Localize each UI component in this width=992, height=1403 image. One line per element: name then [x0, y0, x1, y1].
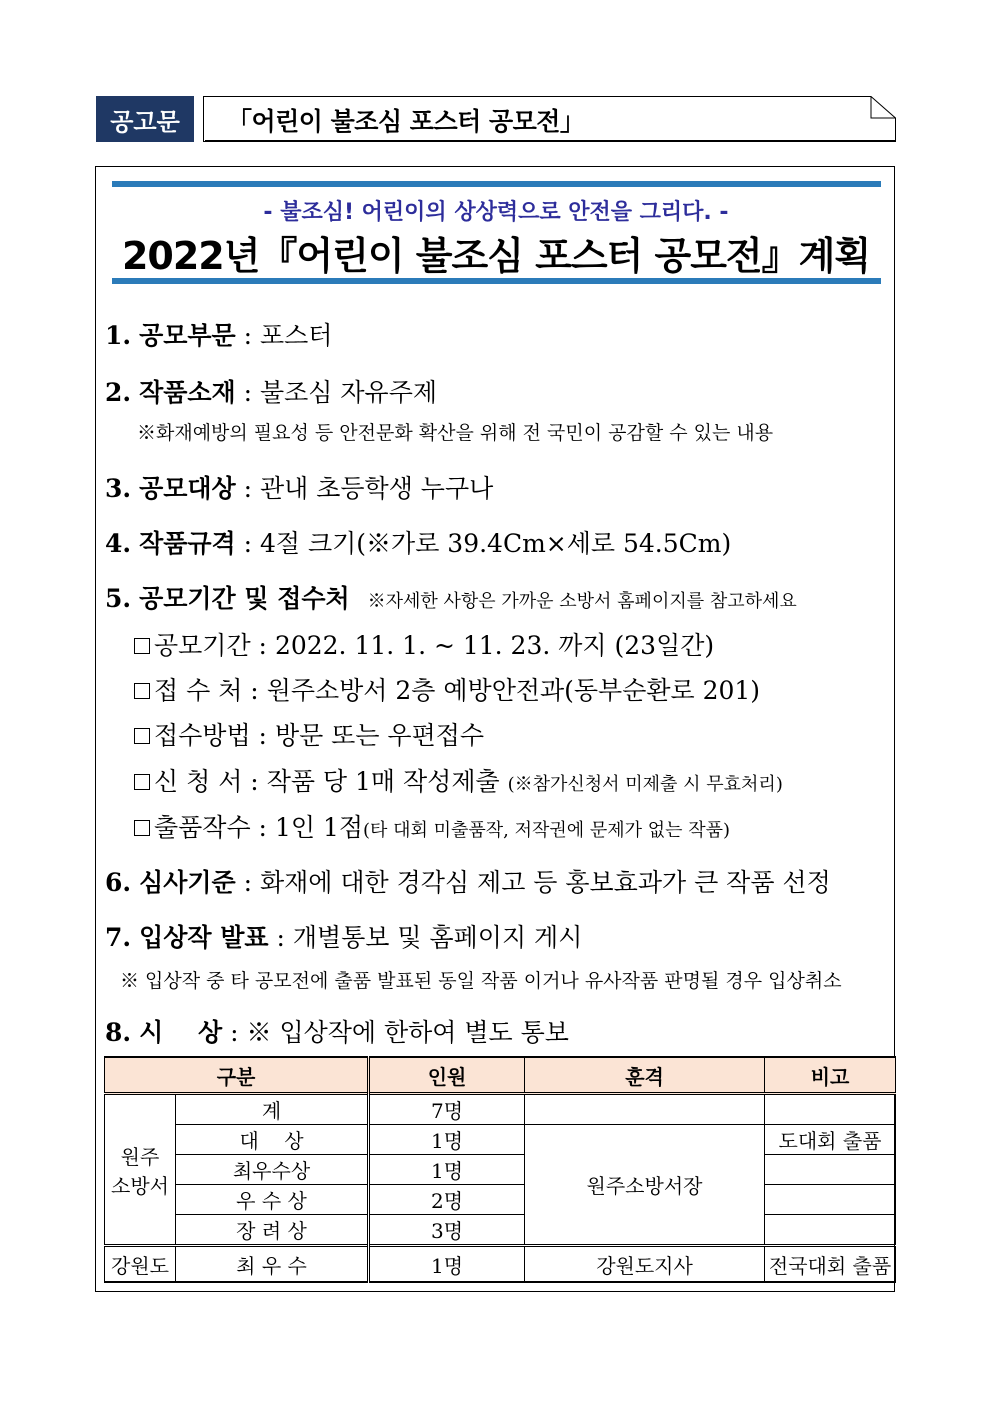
table-row	[105, 1094, 896, 1125]
row-name: 최우수상	[176, 1155, 369, 1185]
item-7: 7. 입상작 발표 : 개별통보 및 홈페이지 게시	[105, 923, 583, 952]
schedule-method: 접수방법 : 방문 또는 우편접수	[134, 716, 484, 752]
row-note: 도대회 출품	[765, 1125, 896, 1155]
header-category: 구분	[105, 1057, 369, 1094]
header-note: 비고	[765, 1057, 896, 1094]
prize-table	[104, 1056, 896, 1283]
row-note	[765, 1155, 896, 1185]
header-rank: 훈격	[525, 1057, 765, 1094]
table-row	[105, 1215, 896, 1246]
rank-gangwon: 강원도지사	[525, 1246, 765, 1283]
row-note	[765, 1185, 896, 1215]
item-7-note: ※ 입상작 중 타 공모전에 출품 발표된 동일 작품 이거나 유사작품 판명될 경우 입상취소	[120, 970, 842, 992]
row-count: 1명	[369, 1155, 525, 1185]
row-count: 1명	[369, 1246, 525, 1283]
header-title: 「어린이 불조심 포스터 공모전」	[227, 107, 585, 136]
item-4: 4. 작품규격 : 4절 크기(※가로 39.4Cm×세로 54.5Cm)	[105, 529, 732, 558]
row-name: 계	[176, 1094, 369, 1125]
item-3: 3. 공모대상 : 관내 초등학생 누구나	[105, 474, 494, 503]
item-2-note: ※화재예방의 필요성 등 안전문화 확산을 위해 전 국민이 공감할 수 있는 내용	[137, 422, 774, 444]
row-note	[765, 1094, 896, 1125]
row-name: 우 수 상	[176, 1185, 369, 1215]
row-note: 전국대회 출품	[765, 1246, 896, 1283]
checkbox-square-icon	[134, 728, 150, 744]
row-rank	[525, 1094, 765, 1125]
group-gangwon: 강원도	[105, 1246, 176, 1283]
table-row	[105, 1155, 896, 1185]
row-name: 최 우 수	[176, 1246, 369, 1283]
item-5: 5. 공모기간 및 접수처 ※자세한 사항은 가까운 소방서 홈페이지를 참고하세요	[105, 584, 797, 613]
checkbox-square-icon	[134, 683, 150, 699]
table-row	[105, 1185, 896, 1215]
item-5-note: ※자세한 사항은 가까운 소방서 홈페이지를 참고하세요	[367, 591, 797, 612]
group-wonju: 원주 소방서	[105, 1094, 176, 1246]
notice-badge: 공고문	[96, 96, 194, 142]
row-count: 2명	[369, 1185, 525, 1215]
schedule-period: 공모기간 : 2022. 11. 1. ~ 11. 23. 까지 (23일간)	[134, 626, 714, 662]
checkbox-square-icon	[134, 820, 150, 836]
row-count: 3명	[369, 1215, 525, 1246]
schedule-application: 신 청 서 : 작품 당 1매 작성제출 (※참가신청서 미제출 시 무효처리)	[134, 762, 783, 798]
row-count: 7명	[369, 1094, 525, 1125]
item-1: 1. 공모부문 : 포스터	[105, 321, 333, 350]
table-header-row	[105, 1057, 896, 1094]
row-note	[765, 1215, 896, 1246]
rank-wonju: 원주소방서장	[525, 1125, 765, 1246]
schedule-entries: 출품작수 : 1인 1점(타 대회 미출품작, 저작권에 문제가 없는 작품)	[134, 808, 730, 844]
banner-bottom-bar	[112, 278, 881, 284]
banner-top-bar	[112, 181, 881, 187]
item-2: 2. 작품소재 : 불조심 자유주제	[105, 378, 437, 407]
table-row	[105, 1125, 896, 1155]
checkbox-square-icon	[134, 638, 150, 654]
item-6: 6. 심사기준 : 화재에 대한 경각심 제고 등 홍보효과가 큰 작품 선정	[105, 868, 831, 897]
checkbox-square-icon	[134, 774, 150, 790]
row-count: 1명	[369, 1125, 525, 1155]
banner-title: 2022년『어린이 불조심 포스터 공모전』계획	[121, 234, 871, 278]
banner-subtitle: - 불조심! 어린이의 상상력으로 안전을 그리다. -	[263, 200, 729, 225]
header-count: 인원	[369, 1057, 525, 1094]
row-name: 대 상	[176, 1125, 369, 1155]
schedule-reception: 접 수 처 : 원주소방서 2층 예방안전과(동부순환로 201)	[134, 671, 760, 707]
row-name: 장 려 상	[176, 1215, 369, 1246]
table-row	[105, 1246, 896, 1283]
item-8: 8. 시 상 : ※ 입상작에 한하여 별도 통보	[105, 1018, 569, 1047]
header-title-box	[203, 96, 896, 142]
